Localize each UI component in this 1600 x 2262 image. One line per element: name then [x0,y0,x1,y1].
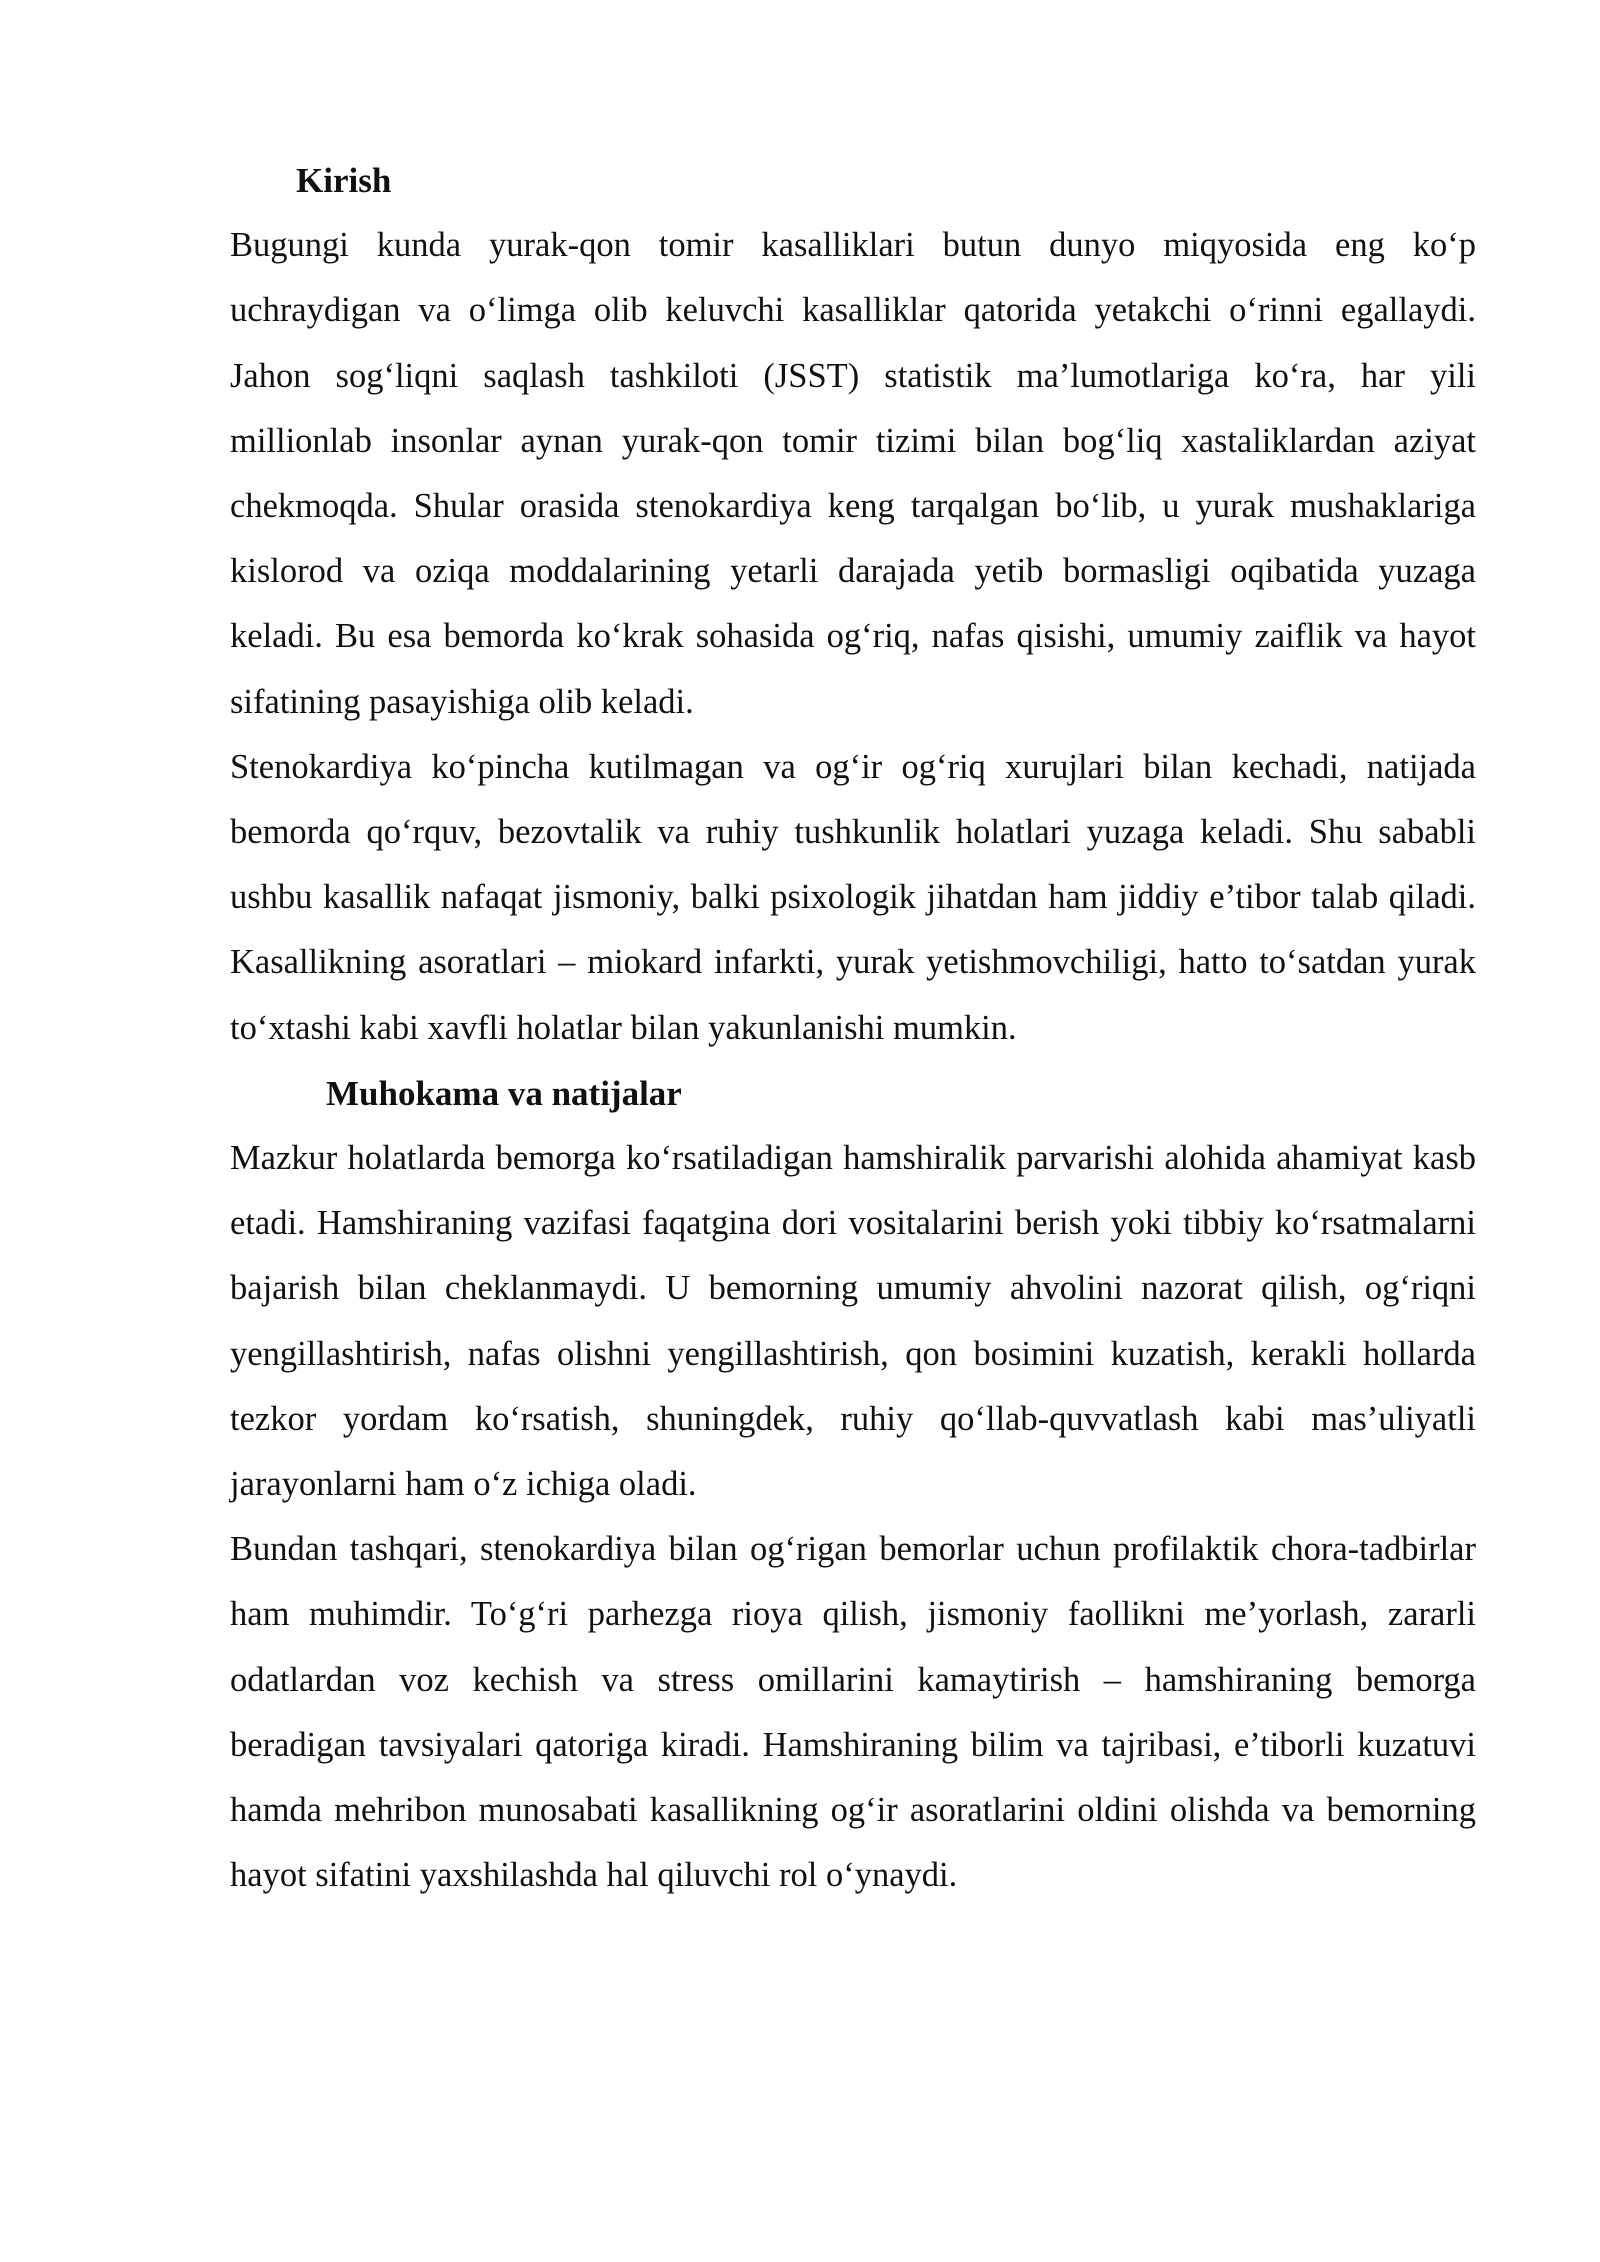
section-heading-muhokama: Muhokama va natijalar [326,1073,682,1113]
document-body [230,148,1476,1908]
section-heading-kirish: Kirish [296,161,392,200]
paragraph-intro-2: Stenokardiya ko‘pincha kutilmagan va og‘ir og‘riq xurujlari bilan kechadi, natijada bemorda qo‘rquv, bezovtalik va ruhiy tushkunlik holatlari yuzaga keladi. Shu sababli ushbu kasallik nafaqat jismoniy, balki psixologik jihatdan ham jiddiy e’tibor talab qiladi. Kasallikning asoratlari – miokard infarkti, yurak yetishmovchiligi, hatto to‘satdan yurak to‘xtashi kabi xavfli holatlar bilan yakunlanishi mumkin. [230,747,1476,1047]
paragraph-discussion-1: Mazkur holatlarda bemorga ko‘rsatiladigan hamshiralik parvarishi alohida ahamiyat kasb etadi. Hamshiraning vazifasi faqatgina dori vositalarini berish yoki tibbiy ko‘rsatmalarni bajarish bilan cheklanmaydi. U bemorning umumiy ahvolini nazorat qilish, og‘riqni yengillashtirish, nafas olishni yengillashtirish, qon bosimini kuzatish, kerakli hollarda tezkor yordam ko‘rsatish, shuningdek, ruhiy qo‘llab-quvvatlash kabi mas’uliyatli jarayonlarni ham o‘z ichiga oladi. [230,1139,1476,1504]
paragraph-intro-1: Bugungi kunda yurak-qon tomir kasalliklari butun dunyo miqyosida eng ko‘p uchraydigan va o‘limga olib keluvchi kasalliklar qatorida yetakchi o‘rinni egallaydi. Jahon sog‘liqni saqlash tashkiloti (JSST) statistik ma’lumotlariga ko‘ra, har yili millionlab insonlar aynan yurak-qon tomir tizimi bilan bog‘liq xastaliklardan aziyat chekmoqda. Shular orasida stenokardiya keng tarqalgan bo‘lib, u yurak mushaklariga kislorod va oziqa moddalarining yetarli darajada yetib bormasligi oqibatida yuzaga keladi. Bu esa bemorda ko‘krak sohasida og‘riq, nafas qisishi, umumiy zaiflik va hayot sifatining pasayishiga olib keladi. [230,226,1476,721]
paragraph-discussion-2: Bundan tashqari, stenokardiya bilan og‘rigan bemorlar uchun profilaktik chora-tadbirlar ham muhimdir. To‘g‘ri parhezga rioya qilish, jismoniy faollikni me’yorlash, zararli odatlardan voz kechish va stress omillarini kamaytirish – hamshiraning bemorga beradigan tavsiyalari qatoriga kiradi. Hamshiraning bilim va tajribasi, e’tiborli kuzatuvi hamda mehribon munosabati kasallikning og‘ir asoratlarini oldini olishda va bemorning hayot sifatini yaxshilashda hal qiluvchi rol o‘ynaydi. [230,1530,1476,1895]
